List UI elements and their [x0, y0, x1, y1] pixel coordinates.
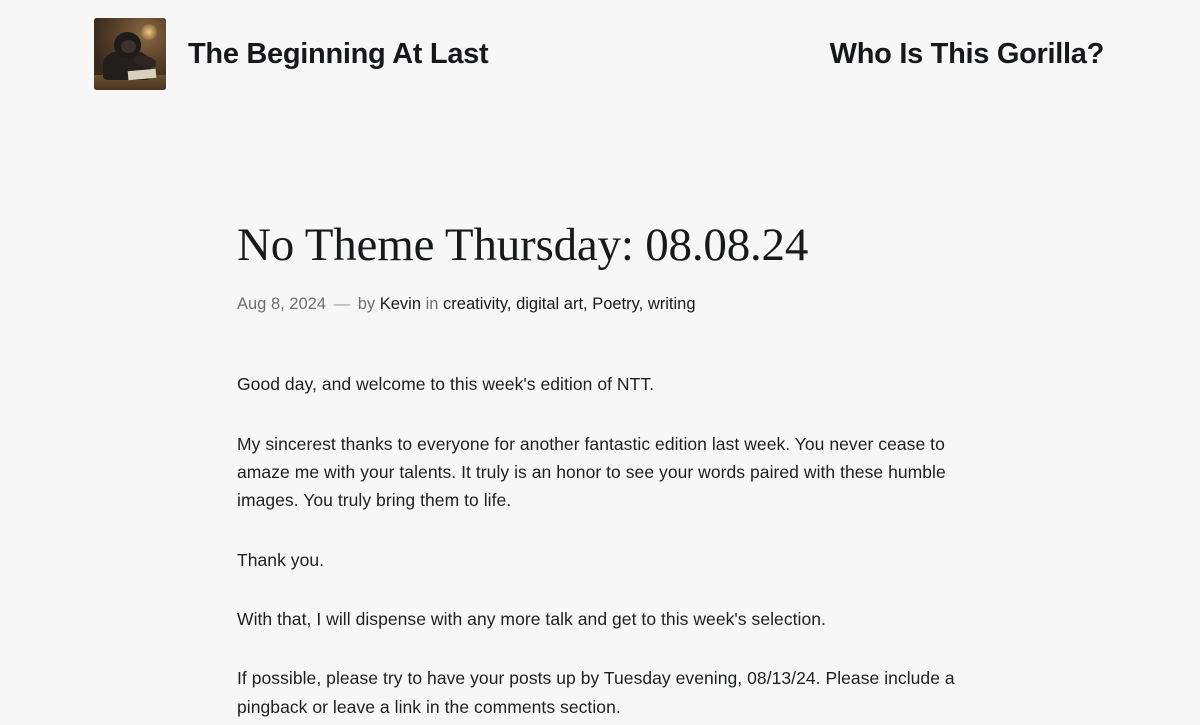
nav-link-who-is-this-gorilla[interactable]: Who Is This Gorilla?	[829, 37, 1104, 70]
post-by-label: by	[357, 295, 376, 314]
site-logo-icon[interactable]	[94, 18, 166, 90]
post-article	[237, 218, 957, 721]
post-author-link[interactable]: Kevin	[379, 295, 421, 314]
post-meta	[237, 292, 957, 317]
logo-gorilla-face	[121, 40, 136, 53]
logo-lamp-glow	[141, 24, 157, 40]
post-title: No Theme Thursday: 08.08.24	[237, 219, 809, 271]
post-paragraph: Thank you.	[237, 549, 325, 570]
main-content	[0, 218, 1200, 721]
brand[interactable]	[94, 18, 488, 90]
post-paragraph: If possible, please try to have your posts up by Tuesday evening, 08/13/24. Please include a pingback or leave a link in the comments section.	[237, 668, 955, 717]
site-title-link[interactable]: The Beginning At Last	[188, 37, 489, 70]
primary-nav	[830, 38, 1104, 71]
post-body	[237, 370, 957, 721]
post-paragraph: Good day, and welcome to this week's edition of NTT.	[237, 374, 655, 395]
post-date: Aug 8, 2024	[237, 295, 326, 314]
post-paragraph: With that, I will dispense with any more talk and get to this week's selection.	[237, 608, 826, 629]
post-in-label: in	[425, 295, 439, 314]
post-paragraph: My sincerest thanks to everyone for another fantastic edition last week. You never cease to amaze me with your talents. It truly is an honor to see your words paired with these humble images. You truly bring them to life.	[237, 433, 946, 511]
post-categories-link[interactable]: creativity, digital art, Poetry, writing	[443, 295, 696, 314]
site-header	[0, 0, 1200, 90]
meta-separator: —	[333, 295, 351, 314]
